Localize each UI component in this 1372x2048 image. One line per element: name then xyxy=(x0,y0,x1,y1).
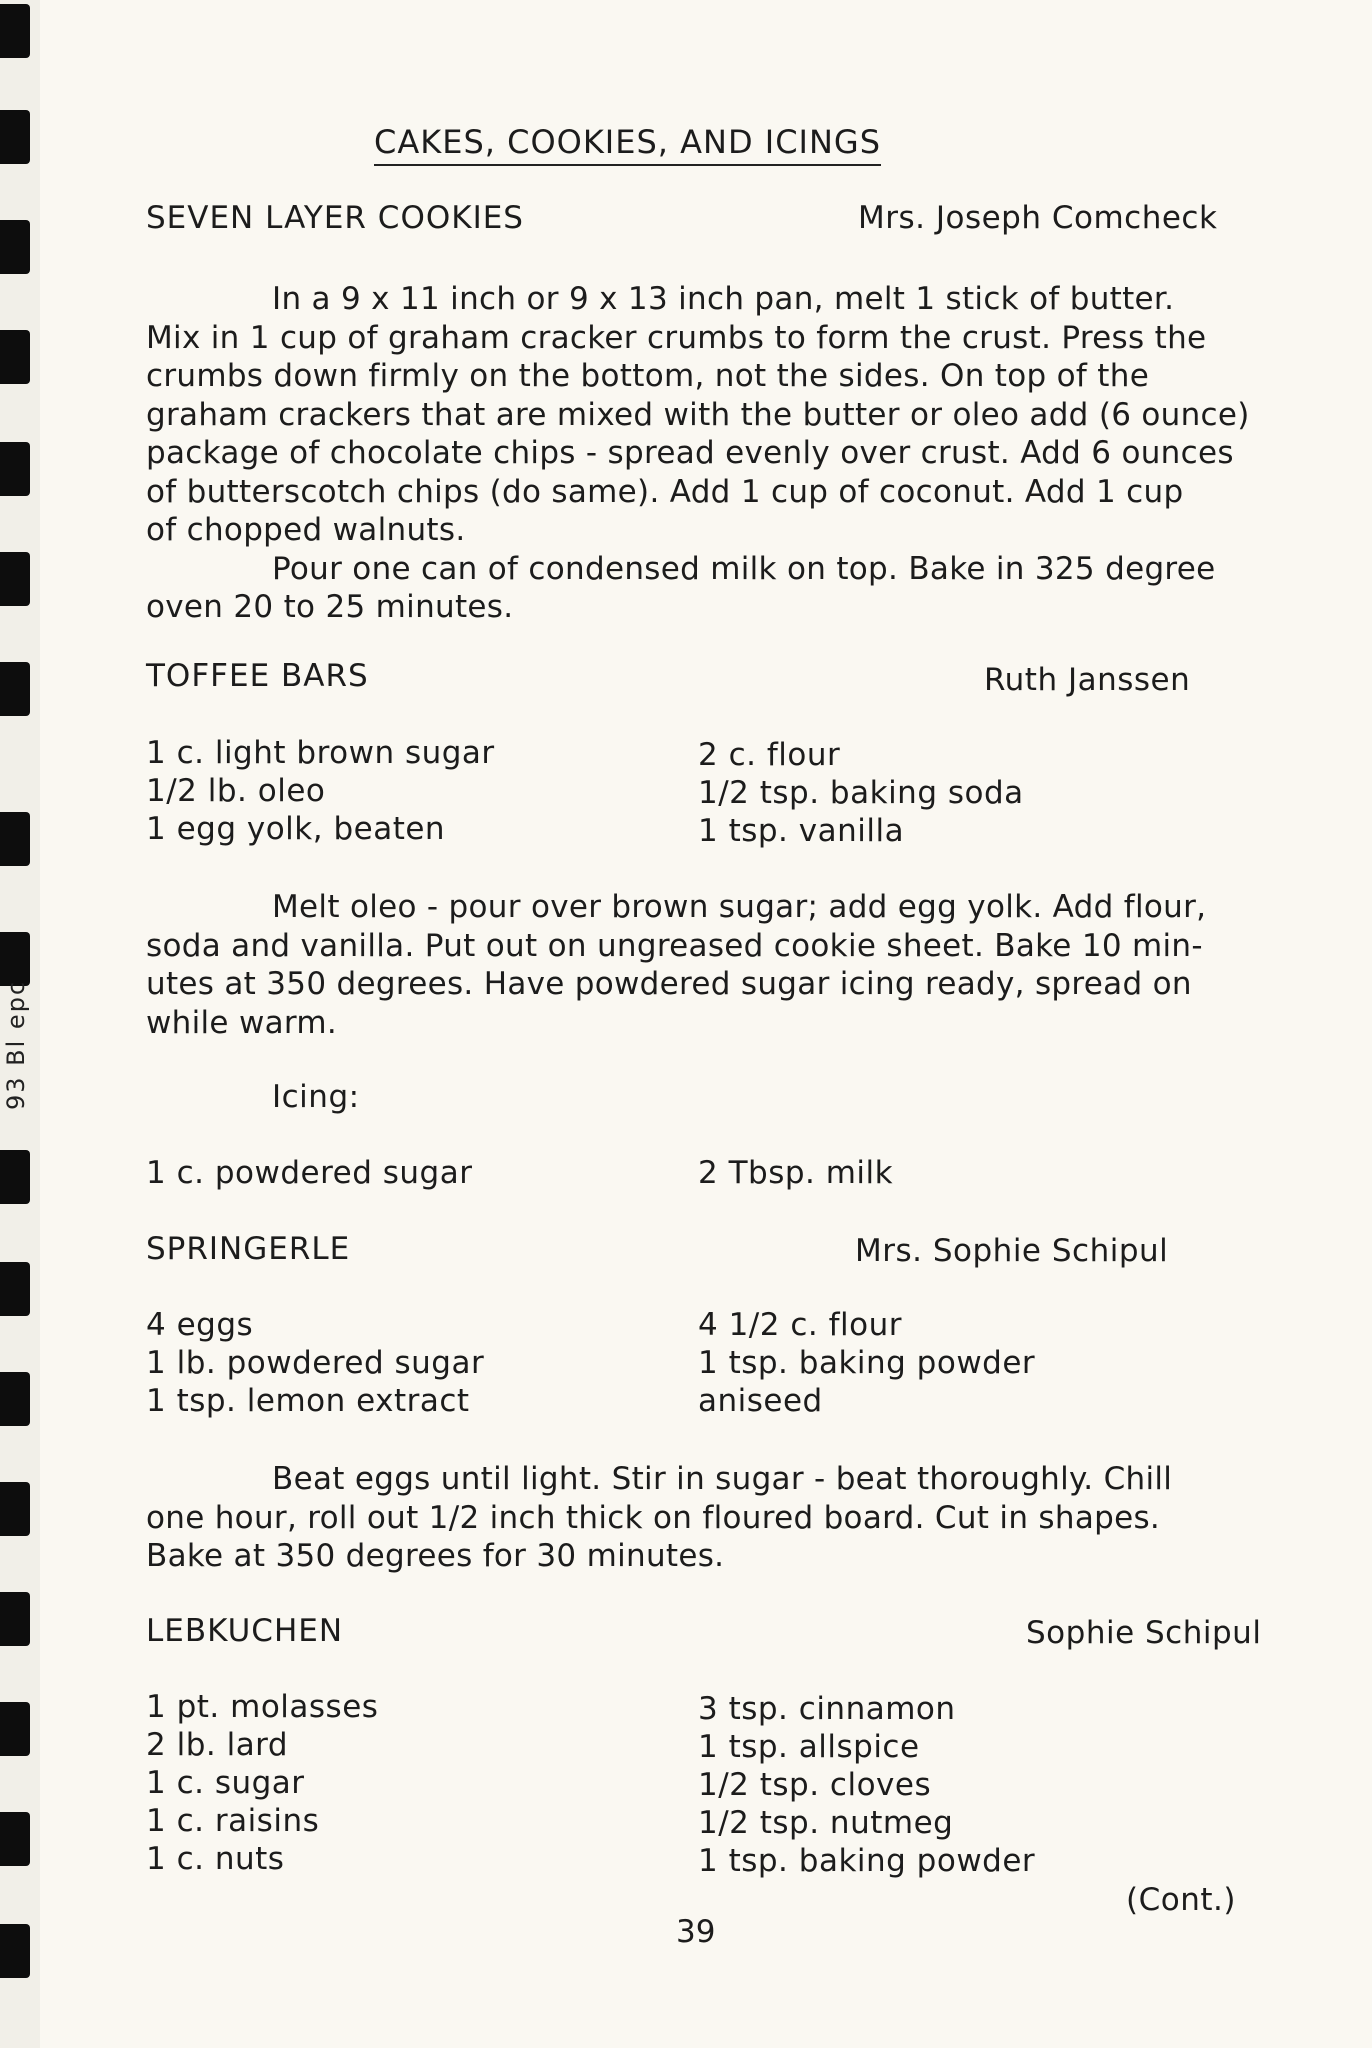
text-line: oven 20 to 25 minutes. xyxy=(146,589,514,625)
recipe-title: SPRINGERLE xyxy=(146,1231,351,1267)
ingredient: 1 egg yolk, beaten xyxy=(146,811,446,847)
page-number: 39 xyxy=(676,1914,716,1950)
ingredient: 2 lb. lard xyxy=(146,1727,289,1763)
ingredient: 4 1/2 c. flour xyxy=(698,1307,902,1343)
text-line: crumbs down firmly on the bottom, not the sides. On top of the xyxy=(146,358,1150,394)
text-line: of chopped walnuts. xyxy=(146,512,466,548)
ingredient: 1/2 tsp. baking soda xyxy=(698,775,1024,811)
recipe-title: TOFFEE BARS xyxy=(146,658,369,694)
ingredient: 1 tsp. allspice xyxy=(698,1729,920,1765)
ingredient: 1/2 tsp. cloves xyxy=(698,1767,932,1803)
text-line: Mix in 1 cup of graham cracker crumbs to form the crust. Press the xyxy=(146,319,1207,356)
ingredient: 1/2 lb. oleo xyxy=(146,773,326,809)
recipe-title: SEVEN LAYER COOKIES xyxy=(146,200,524,236)
text-line: In a 9 x 11 inch or 9 x 13 inch pan, melt 1 stick of butter. xyxy=(272,281,1175,317)
recipe-title: LEBKUCHEN xyxy=(146,1613,344,1649)
text-line: Bake at 350 degrees for 30 minutes. xyxy=(146,1538,725,1574)
text-line: of butterscotch chips (do same). Add 1 cup of coconut. Add 1 cup xyxy=(146,473,1184,510)
text-line: Melt oleo - pour over brown sugar; add egg yolk. Add flour, xyxy=(272,889,1207,925)
continued-note: (Cont.) xyxy=(1126,1882,1236,1918)
recipe-author: Mrs. Sophie Schipul xyxy=(855,1233,1169,1269)
recipe-author: Sophie Schipul xyxy=(1026,1615,1262,1651)
ingredient: 4 eggs xyxy=(146,1307,254,1343)
ingredient: 1 c. sugar xyxy=(146,1765,305,1801)
ingredient: 2 c. flour xyxy=(698,737,841,773)
ingredient: 1/2 tsp. nutmeg xyxy=(698,1805,954,1841)
ingredient: 1 lb. powdered sugar xyxy=(146,1345,485,1381)
ingredient: 1 tsp. lemon extract xyxy=(146,1383,470,1419)
ingredient: aniseed xyxy=(698,1383,823,1419)
ingredient: 1 tsp. baking powder xyxy=(698,1843,1036,1879)
ingredient: 1 c. raisins xyxy=(146,1803,320,1839)
text-line: one hour, roll out 1/2 inch thick on floured board. Cut in shapes. xyxy=(146,1499,1161,1536)
ingredient: 1 tsp. vanilla xyxy=(698,813,905,849)
ingredient: 1 pt. molasses xyxy=(146,1689,379,1725)
recipe-author: Mrs. Joseph Comcheck xyxy=(858,200,1218,236)
text-line: Pour one can of condensed milk on top. Bake in 325 degree xyxy=(272,550,1216,587)
recipe-directions xyxy=(146,1460,1286,1576)
text-line: while warm. xyxy=(146,1004,338,1041)
ingredient: 1 c. powdered sugar xyxy=(146,1155,473,1191)
spine-text: 93 Bl epc xyxy=(2,979,30,1110)
text-line: graham crackers that are mixed with the butter or oleo add (6 ounce) xyxy=(146,396,1250,433)
ingredient: 1 tsp. baking powder xyxy=(698,1345,1036,1381)
ingredient: 1 c. light brown sugar xyxy=(146,735,495,771)
recipe-author: Ruth Janssen xyxy=(984,662,1191,698)
text-line: package of chocolate chips - spread evenly over crust. Add 6 ounces xyxy=(146,435,1234,471)
icing-label: Icing: xyxy=(272,1079,360,1115)
text-line: Beat eggs until light. Stir in sugar - beat thoroughly. Chill xyxy=(272,1461,1173,1497)
recipe-directions xyxy=(146,888,1286,1042)
ingredient: 2 Tbsp. milk xyxy=(698,1155,894,1191)
section-header: CAKES, COOKIES, AND ICINGS xyxy=(374,122,881,166)
text-line: soda and vanilla. Put out on ungreased cookie sheet. Bake 10 min- xyxy=(146,927,1203,964)
recipe-directions xyxy=(146,280,1286,627)
text-line: utes at 350 degrees. Have powdered sugar icing ready, spread on xyxy=(146,966,1192,1002)
ingredient: 3 tsp. cinnamon xyxy=(698,1691,956,1727)
ingredient: 1 c. nuts xyxy=(146,1841,285,1877)
